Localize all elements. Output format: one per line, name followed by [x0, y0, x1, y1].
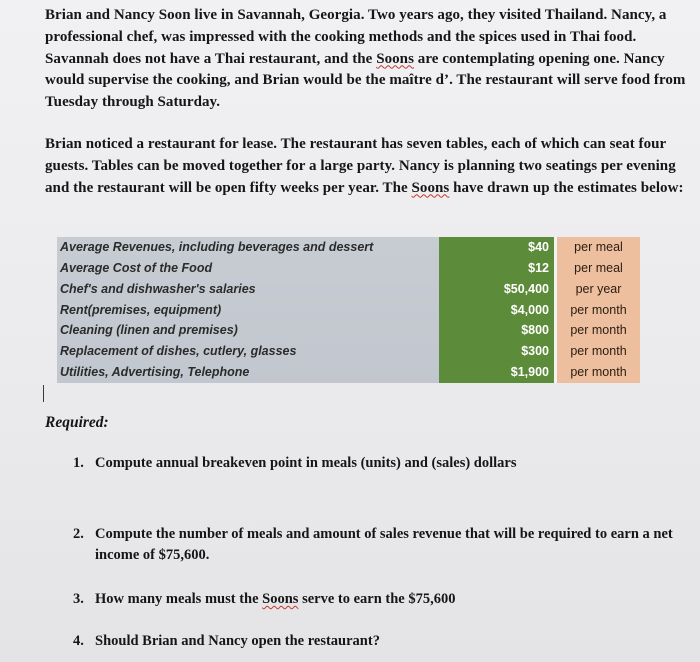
estimate-label: Cleaning (linen and premises)	[60, 323, 238, 338]
intro-text: have drawn up the estimates below:	[449, 179, 684, 196]
question-text: Compute the number of meals and amount of sales revenue that will be required to earn a net income of $75,600.	[95, 526, 673, 563]
question-number: 1.	[73, 455, 84, 471]
estimate-unit: per month	[570, 344, 627, 359]
estimate-label: Rent(premises, equipment)	[60, 302, 222, 317]
question-text-part: How many meals must the	[95, 591, 263, 607]
estimate-unit: per year	[575, 281, 622, 296]
intro-text: Brian and Nancy Soon live in Savannah, Georgia. Two years ago, they visited Thailand. Nancy, a professional chef, was impressed with the cooking methods and the spices used in Thai food. Savannah does not have a Thai restaurant, and the	[45, 7, 667, 67]
question-text: Compute annual breakeven point in meals (units) and (sales) dollars	[95, 455, 517, 471]
intro-paragraph-1	[45, 5, 690, 114]
required-heading: Required:	[45, 414, 109, 431]
question-text: Should Brian and Nancy open the restaurant?	[95, 633, 380, 649]
question-text-part: serve to earn the $75,600	[298, 591, 456, 607]
estimate-amount: $800	[521, 323, 549, 338]
estimate-label: Average Revenues, including beverages and dessert	[60, 240, 374, 254]
estimate-label: Chef's and dishwasher's salaries	[60, 281, 256, 296]
spellcheck-word: Soons	[262, 591, 299, 607]
estimate-unit: per meal	[574, 260, 623, 275]
spellcheck-word: Soons	[376, 50, 414, 67]
estimate-unit: per month	[570, 365, 627, 380]
estimate-amount: $4,000	[510, 302, 549, 317]
estimates-unit-column	[557, 237, 640, 383]
estimate-amount: $40	[528, 240, 549, 254]
estimate-label: Replacement of dishes, cutlery, glasses	[60, 344, 297, 359]
estimate-amount: $12	[528, 260, 549, 275]
estimate-unit: per month	[570, 302, 627, 317]
estimate-amount: $1,900	[510, 365, 549, 380]
question-3	[73, 589, 693, 610]
estimate-label: Average Cost of the Food	[60, 260, 213, 275]
estimate-unit: per month	[570, 323, 627, 338]
spellcheck-word: Soons	[411, 179, 450, 196]
question-2	[73, 524, 693, 566]
intro-text: are contemplating opening one. Nancy would supervise the cooking, and Brian would be the maître d’. The restaurant will serve food from Tuesday through Saturday.	[45, 50, 686, 111]
question-text	[95, 589, 693, 610]
estimate-label: Utilities, Advertising, Telephone	[60, 365, 250, 380]
question-number: 3.	[73, 591, 84, 607]
intro-paragraph-2	[45, 134, 690, 199]
question-4	[73, 631, 693, 652]
estimate-unit: per meal	[574, 240, 623, 254]
question-number: 2.	[73, 526, 84, 542]
question-1	[73, 453, 693, 474]
estimate-amount: $50,400	[503, 281, 549, 296]
intro-text: Brian noticed a restaurant for lease. The restaurant has seven tables, each of which can seat four guests. Tables can be moved together for a large party. Nancy is planning two seatings per evening and the restaurant will be open fifty weeks per year. The	[45, 136, 676, 196]
estimates-label-column	[57, 237, 439, 383]
text-cursor	[43, 385, 44, 402]
estimate-amount: $300	[521, 344, 549, 359]
estimates-amount-column	[439, 237, 557, 383]
question-number: 4.	[73, 633, 84, 649]
